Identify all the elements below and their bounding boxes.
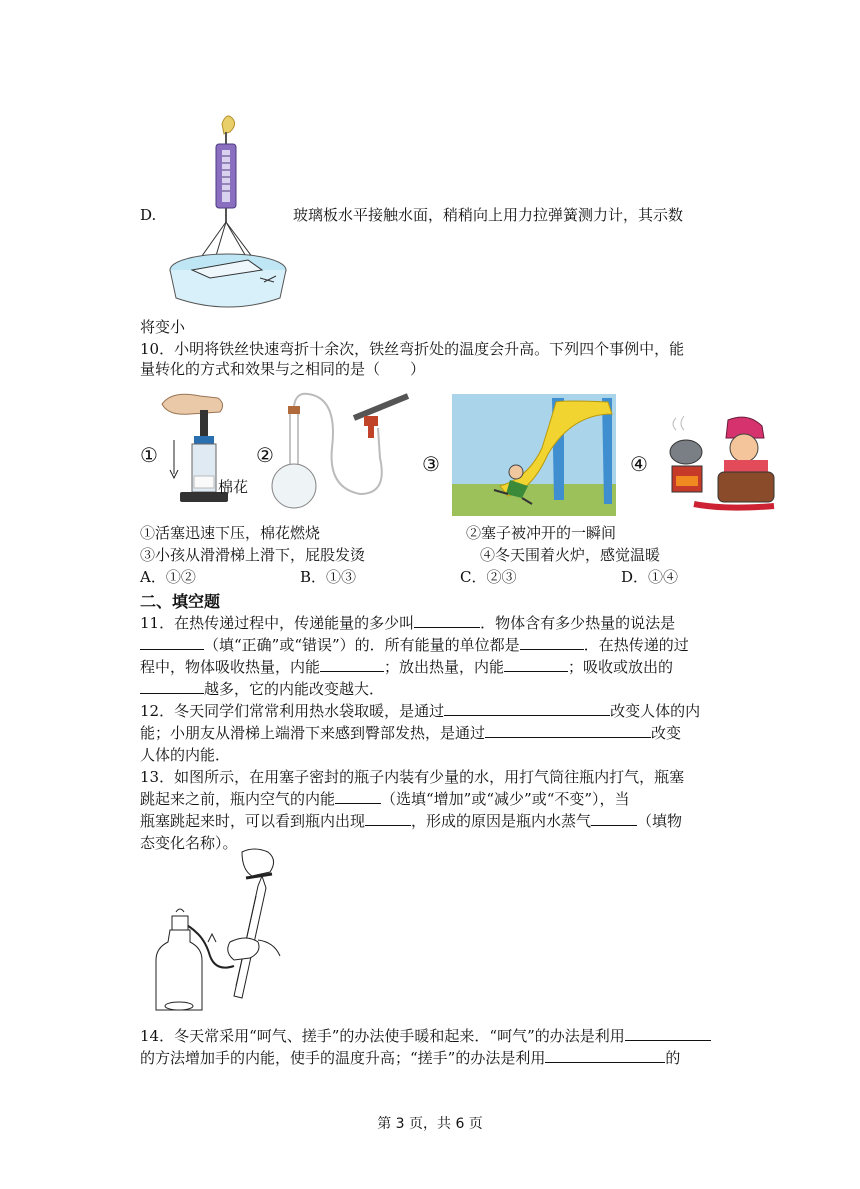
q13-line2-a: 跳起来之前，瓶内空气的内能 (140, 790, 336, 808)
q12-line3: 人体的内能． (140, 746, 231, 764)
page-footer: 第 3 页，共 6 页 (377, 1116, 483, 1132)
q14-line2-b: 的 (665, 1049, 681, 1067)
q10-cotton-label: 棉花 (218, 478, 249, 496)
q11-blank1[interactable] (414, 613, 480, 628)
q13-blank2[interactable] (365, 811, 411, 826)
q13-blank1[interactable] (335, 789, 381, 804)
q11-blank2[interactable] (140, 635, 204, 650)
q13-line3-a: 瓶塞跳起来时，可以看到瓶内出现 (140, 812, 366, 830)
q13-line3 (140, 810, 682, 832)
q11-line1 (140, 612, 675, 634)
q12-blank2[interactable] (485, 723, 651, 738)
q10-option-d: D．①④ (621, 568, 679, 586)
stove-child-figure (664, 414, 778, 516)
q11-line1-b: ．物体含有多少热量的说法是 (480, 614, 676, 632)
q9-option-d-label: D. (140, 206, 157, 224)
q13-line1: 13．如图所示，在用塞子密封的瓶子内装有少量的水，用打气筒往瓶内打气，瓶塞 (140, 768, 685, 786)
q11-line1-a: 11．在热传递过程中，传递能量的多少叫 (140, 614, 415, 632)
slide-child-figure (452, 394, 616, 516)
q14-blank1[interactable] (625, 1026, 711, 1041)
q14-line2 (140, 1047, 680, 1069)
q10-stem-line1: 10．小明将铁丝快速弯折十余次，铁丝弯折处的温度会升高。下列四个事例中，能 (140, 340, 685, 358)
q11-blank3[interactable] (520, 635, 584, 650)
q10-case1: ①活塞迅速下压，棉花燃烧 (140, 524, 321, 542)
q13-line3-b: ，形成的原因是瓶内水蒸气 (411, 812, 592, 830)
q11-line2-a: （填“正确”或“错误”）的．所有能量的单位都是 (204, 636, 520, 654)
q10-case3: ③小孩从滑滑梯上滑下，屁股发烫 (140, 546, 366, 564)
q11-line3-a: 程中，物体吸收热量，内能 (140, 658, 321, 676)
q10-case2: ②塞子被冲开的一瞬间 (466, 524, 617, 542)
q10-fig4-number: ④ (630, 452, 648, 476)
q12-line1 (140, 700, 700, 722)
q14-line1 (140, 1025, 711, 1047)
q9-option-d-text-cont: 将变小 (140, 318, 186, 336)
q11-line3 (140, 656, 673, 678)
q11-line3-b: ；放出热量，内能 (384, 658, 505, 676)
q10-case4: ④冬天围着火炉，感觉温暖 (480, 546, 661, 564)
q12-line2-b: 改变 (651, 724, 682, 742)
q9-option-d-text: 玻璃板水平接触水面，稍稍向上用力拉弹簧测力计，其示数 (293, 206, 684, 224)
q14-line2-a: 的方法增加手的内能，使手的温度升高；“搓手”的办法是利用 (140, 1049, 546, 1067)
q12-line1-b: 改变人体的内 (610, 702, 701, 720)
q14-line1-a: 14．冬天常采用“呵气、搓手”的办法使手暖和起来．“呵气”的办法是利用 (140, 1027, 625, 1045)
q10-option-b: B．①③ (300, 568, 357, 586)
q13-line2-b: （选填“增加”或“减少”或“不变”），当 (381, 790, 630, 808)
spring-scale-glass-plate-figure (166, 110, 290, 316)
q10-fig1-number: ① (140, 443, 158, 467)
q12-line2 (140, 722, 681, 744)
q12-line2-a: 能；小朋友从滑梯上端滑下来感到臀部发热，是通过 (140, 724, 486, 742)
q11-blank4[interactable] (320, 657, 384, 672)
flask-pump-figure (268, 388, 418, 514)
q11-line2 (140, 634, 689, 656)
q10-stem-line2: 量转化的方式和效果与之相同的是（ ） (140, 360, 426, 378)
q11-line2-b: ．在热传递的过 (583, 636, 689, 654)
q14-blank2[interactable] (545, 1048, 665, 1063)
q11-line4-a: 越多，它的内能改变越大． (204, 680, 385, 698)
q11-blank5[interactable] (504, 657, 568, 672)
q11-blank6[interactable] (140, 679, 204, 694)
q11-line4 (140, 678, 384, 700)
q13-blank3[interactable] (591, 811, 637, 826)
q10-fig3-number: ③ (422, 452, 440, 476)
q10-option-c: C．②③ (460, 568, 517, 586)
section2-title: 二、填空题 (140, 592, 221, 611)
q12-line1-a: 12．冬天同学们常常利用热水袋取暖，是通过 (140, 702, 445, 720)
q12-blank1[interactable] (444, 701, 610, 716)
bottle-pump-figure (150, 846, 290, 1018)
q11-line3-c: ；吸收或放出的 (568, 658, 674, 676)
q13-line2 (140, 788, 630, 810)
q10-option-a: A．①② (140, 568, 196, 586)
q13-line4: 态变化名称）。 (140, 834, 238, 852)
q13-line3-c: （填物 (637, 812, 683, 830)
q10-fig2-number: ② (256, 443, 274, 467)
